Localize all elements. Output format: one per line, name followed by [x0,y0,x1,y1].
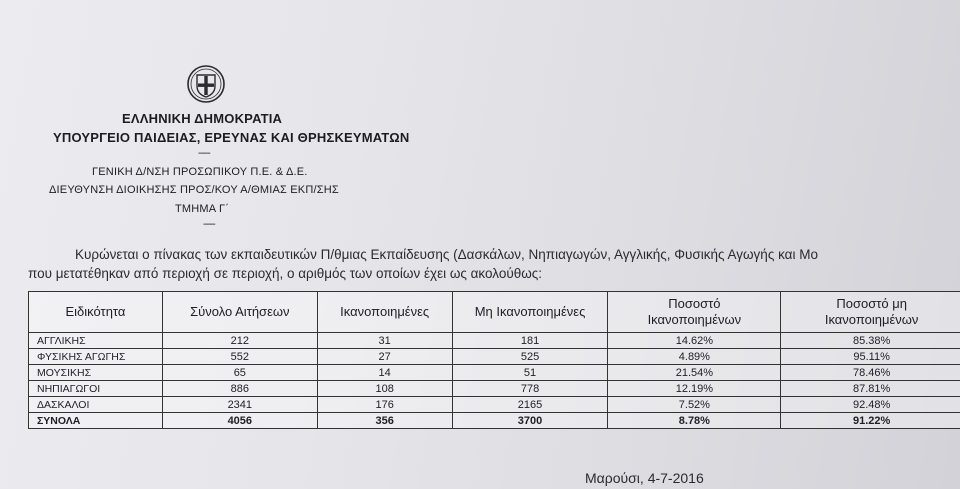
directorate-title: ΓΕΝΙΚΗ Δ/ΝΣΗ ΠΡΟΣΩΠΙΚΟΥ Π.Ε. & Δ.Ε. [92,166,308,178]
cell-pct-unsatisfied: 87.81% [781,381,960,397]
greek-coat-of-arms-icon [186,64,226,104]
cell-totals-total: 4056 [162,413,317,429]
cell-specialty: ΔΑΣΚΑΛΟΙ [29,397,163,413]
column-header-pct-satisfied-line2: Ικανοποιημένων [647,312,742,327]
column-header-pct-unsatisfied-line1: Ποσοστό μη [836,296,907,311]
cell-pct-unsatisfied: 78.46% [781,365,960,381]
ministry-title: ΥΠΟΥΡΓΕΙΟ ΠΑΙΔΕΙΑΣ, ΕΡΕΥΝΑΣ ΚΑΙ ΘΡΗΣΚΕΥΜΑΤΩΝ [53,130,410,145]
header-separator-2: ----- [203,219,215,230]
column-header-total: Σύνολο Αιτήσεων [162,292,317,333]
cell-satisfied: 176 [317,397,452,413]
cell-pct-satisfied: 14.62% [608,333,781,349]
table-row [29,333,960,349]
cell-satisfied: 31 [317,333,452,349]
place-date: Μαρούσι, 4-7-2016 [585,470,704,486]
cell-unsatisfied: 2165 [452,397,608,413]
transfers-table [28,291,960,429]
cell-totals-satisfied: 356 [317,413,452,429]
cell-pct-unsatisfied: 95.11% [781,349,960,365]
column-header-unsatisfied: Μη Ικανοποιημένες [452,292,608,333]
column-header-pct-satisfied [608,292,781,333]
intro-line-2: που μετατέθηκαν από περιοχή σε περιοχή, ο αριθμός των οποίων έχει ως ακολούθως: [28,266,543,281]
cell-pct-satisfied: 4.89% [608,349,781,365]
table-row [29,381,960,397]
cell-specialty: ΜΟΥΣΙΚΗΣ [29,365,163,381]
cell-total: 2341 [162,397,317,413]
cell-specialty: ΝΗΠΙΑΓΩΓΟΙ [29,381,163,397]
cell-pct-unsatisfied: 85.38% [781,333,960,349]
cell-unsatisfied: 51 [452,365,608,381]
column-header-specialty: Ειδικότητα [29,292,163,333]
cell-totals-pct-unsatisfied: 91.22% [781,413,960,429]
division-title: ΔΙΕΥΘΥΝΣΗ ΔΙΟΙΚΗΣΗΣ ΠΡΟΣ/ΚΟΥ Α/ΘΜΙΑΣ ΕΚΠ/ΣΗΣ [49,184,339,196]
cell-pct-satisfied: 7.52% [608,397,781,413]
cell-totals-pct-satisfied: 8.78% [608,413,781,429]
column-header-pct-unsatisfied-line2: Ικανοποιημένων [824,312,919,327]
cell-total: 886 [162,381,317,397]
cell-pct-satisfied: 12.19% [608,381,781,397]
totals-row [29,413,960,429]
column-header-satisfied: Ικανοποιημένες [317,292,452,333]
cell-pct-satisfied: 21.54% [608,365,781,381]
column-header-pct-unsatisfied [781,292,960,333]
cell-specialty: ΑΓΓΛΙΚΗΣ [29,333,163,349]
cell-unsatisfied: 525 [452,349,608,365]
cell-satisfied: 14 [317,365,452,381]
cell-specialty: ΦΥΣΙΚΗΣ ΑΓΩΓΗΣ [29,349,163,365]
cell-total: 552 [162,349,317,365]
intro-line-1: Κυρώνεται ο πίνακας των εκπαιδευτικών Π/θμιας Εκπαίδευσης (Δασκάλων, Νηπιαγωγών, Αγγλικής, Φυσικής Αγωγής και Μο [75,247,818,262]
cell-unsatisfied: 778 [452,381,608,397]
cell-satisfied: 27 [317,349,452,365]
table-row [29,365,960,381]
table-header-row [29,292,960,333]
cell-totals-label: ΣΥΝΟΛΑ [29,413,163,429]
table-row [29,349,960,365]
cell-totals-unsatisfied: 3700 [452,413,608,429]
cell-pct-unsatisfied: 92.48% [781,397,960,413]
table-row [29,397,960,413]
cell-unsatisfied: 181 [452,333,608,349]
republic-title: ΕΛΛΗΝΙΚΗ ΔΗΜΟΚΡΑΤΙΑ [122,111,283,126]
cell-satisfied: 108 [317,381,452,397]
department-title: ΤΜΗΜΑ Γ΄ [175,203,230,215]
header-separator: ----- [198,148,210,159]
cell-total: 212 [162,333,317,349]
cell-total: 65 [162,365,317,381]
column-header-pct-satisfied-line1: Ποσοστό [668,296,721,311]
